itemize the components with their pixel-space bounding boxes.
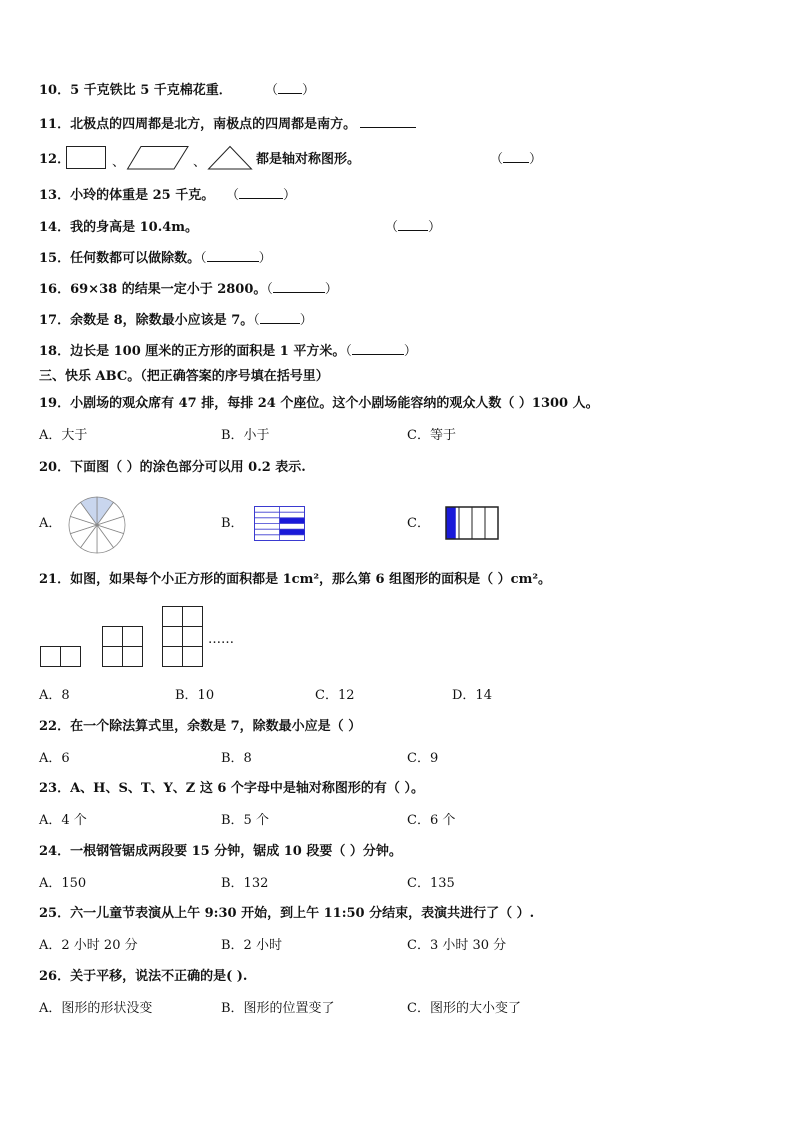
answer-paren[interactable]: （ ） xyxy=(385,220,442,235)
option-b[interactable]: B．图形的位置变了 xyxy=(221,1001,335,1016)
option-a[interactable]: A．图形的形状没变 xyxy=(39,1001,153,1016)
grid-shaded-cell xyxy=(280,529,305,535)
option-a[interactable]: A．6 xyxy=(39,751,70,766)
answer-blank[interactable] xyxy=(207,260,259,262)
question-20: 20．下面图（ ）的涂色部分可以用 0.2 表示. xyxy=(39,460,306,475)
option-c[interactable]: C．图形的大小变了 xyxy=(407,1001,521,1016)
question-24: 24．一根钢管锯成两段要 15 分钟，锯成 10 段要（ ）分钟。 xyxy=(39,844,402,859)
ellipsis: …… xyxy=(208,632,234,647)
grid-shaded-cell xyxy=(280,518,305,524)
unit-square xyxy=(163,607,183,627)
question-23: 23．A、H、S、T、Y、Z 这 6 个字母中是轴对称图形的有（ ）。 xyxy=(39,781,424,796)
option-a[interactable]: A．大于 xyxy=(39,428,88,443)
option-c[interactable]: C．6 个 xyxy=(407,813,456,828)
option-a[interactable]: A． xyxy=(39,516,62,531)
question-25: 25．六一儿童节表演从上午 9:30 开始，到上午 11:50 分结束，表演共进行了（ ）. xyxy=(39,906,535,921)
section-heading: 三、快乐 ABC。（把正确答案的序号填在括号里） xyxy=(39,369,329,384)
circle-figure xyxy=(63,496,131,554)
rectangle-shape xyxy=(66,146,106,170)
parallelogram-shape xyxy=(127,146,189,170)
unit-square xyxy=(183,647,203,667)
question-number: 10． xyxy=(39,83,71,98)
triangle-shape xyxy=(208,146,252,170)
option-b[interactable]: B．小于 xyxy=(221,428,270,443)
answer-paren[interactable]: （ ） xyxy=(490,152,543,167)
question-11 xyxy=(39,117,416,133)
answer-blank[interactable] xyxy=(273,291,325,293)
answer-paren[interactable]: （ ） xyxy=(265,83,316,98)
grid-shaded-cell xyxy=(446,507,456,539)
option-c[interactable]: C．135 xyxy=(407,876,455,891)
question-13: 13．小玲的体重是 25 千克。 xyxy=(39,188,215,203)
answer-blank[interactable] xyxy=(352,353,404,355)
option-c[interactable]: C．12 xyxy=(315,688,355,703)
question-22: 22．在一个除法算式里，余数是 7，除数最小应是（ ） xyxy=(39,719,362,734)
square-group-2 xyxy=(102,626,144,668)
option-b[interactable]: B．8 xyxy=(221,751,252,766)
question-17: 17．余数是 8，除数最小应该是 7。（ ） xyxy=(39,313,313,328)
question-14: 14．我的身高是 10.4m。 xyxy=(39,220,199,235)
option-c[interactable]: C．9 xyxy=(407,751,439,766)
question-15: 15．任何数都可以做除数。（ ） xyxy=(39,251,272,266)
question-19: 19．小剧场的观众席有 47 排，每排 24 个座位。这个小剧场能容纳的观众人数（ ）1300 人。 xyxy=(39,396,599,411)
option-b[interactable]: B．132 xyxy=(221,876,269,891)
unit-square xyxy=(61,647,81,667)
unit-square xyxy=(183,627,203,647)
option-a[interactable]: A．8 xyxy=(39,688,70,703)
option-c[interactable]: C．3 小时 30 分 xyxy=(407,938,507,953)
unit-square xyxy=(123,627,143,647)
answer-paren[interactable]: （ ） xyxy=(226,188,297,203)
option-a[interactable]: A．2 小时 20 分 xyxy=(39,938,138,953)
separator: 、 xyxy=(193,155,207,170)
option-b[interactable]: B．5 个 xyxy=(221,813,269,828)
striped-rectangle-figure xyxy=(254,506,306,542)
unit-square xyxy=(163,647,183,667)
unit-square xyxy=(123,647,143,667)
answer-blank[interactable] xyxy=(239,197,283,199)
answer-blank[interactable] xyxy=(278,92,302,94)
option-b[interactable]: B．10 xyxy=(175,688,215,703)
option-b[interactable]: B． xyxy=(221,516,244,531)
unit-square xyxy=(163,627,183,647)
unit-square xyxy=(183,607,203,627)
question-16: 16．69×38 的结果一定小于 2800。（ ） xyxy=(39,282,338,297)
partitioned-rectangle-figure xyxy=(445,506,499,540)
option-c[interactable]: C． xyxy=(407,516,430,531)
option-b[interactable]: B．2 小时 xyxy=(221,938,282,953)
unit-square xyxy=(103,647,123,667)
question-12-number: 12． xyxy=(39,152,71,167)
question-26: 26．关于平移，说法不正确的是( ). xyxy=(39,969,248,984)
separator: 、 xyxy=(112,155,126,170)
option-a[interactable]: A．4 个 xyxy=(39,813,87,828)
square-group-3 xyxy=(162,606,204,668)
unit-square xyxy=(103,627,123,647)
question-text: 北极点的四周都是北方，南极点的四周都是南方。 xyxy=(70,117,357,132)
answer-blank[interactable] xyxy=(360,126,416,128)
option-c[interactable]: C．等于 xyxy=(407,428,456,443)
answer-blank[interactable] xyxy=(398,229,428,231)
unit-square xyxy=(41,647,61,667)
square-group-1 xyxy=(40,646,82,668)
answer-blank[interactable] xyxy=(503,161,529,163)
answer-blank[interactable] xyxy=(260,322,300,324)
question-number: 11． xyxy=(39,117,71,132)
question-text: 5 千克铁比 5 千克棉花重． xyxy=(70,83,232,98)
question-18: 18．边长是 100 厘米的正方形的面积是 1 平方米。（ ） xyxy=(39,344,417,359)
question-21: 21．如图，如果每个小正方形的面积都是 1cm²，那么第 6 组图形的面积是（ ）cm²。 xyxy=(39,572,552,587)
question-10 xyxy=(39,83,232,99)
option-d[interactable]: D．14 xyxy=(452,688,492,703)
question-12-text: 都是轴对称图形。 xyxy=(256,152,361,167)
option-a[interactable]: A．150 xyxy=(39,876,87,891)
